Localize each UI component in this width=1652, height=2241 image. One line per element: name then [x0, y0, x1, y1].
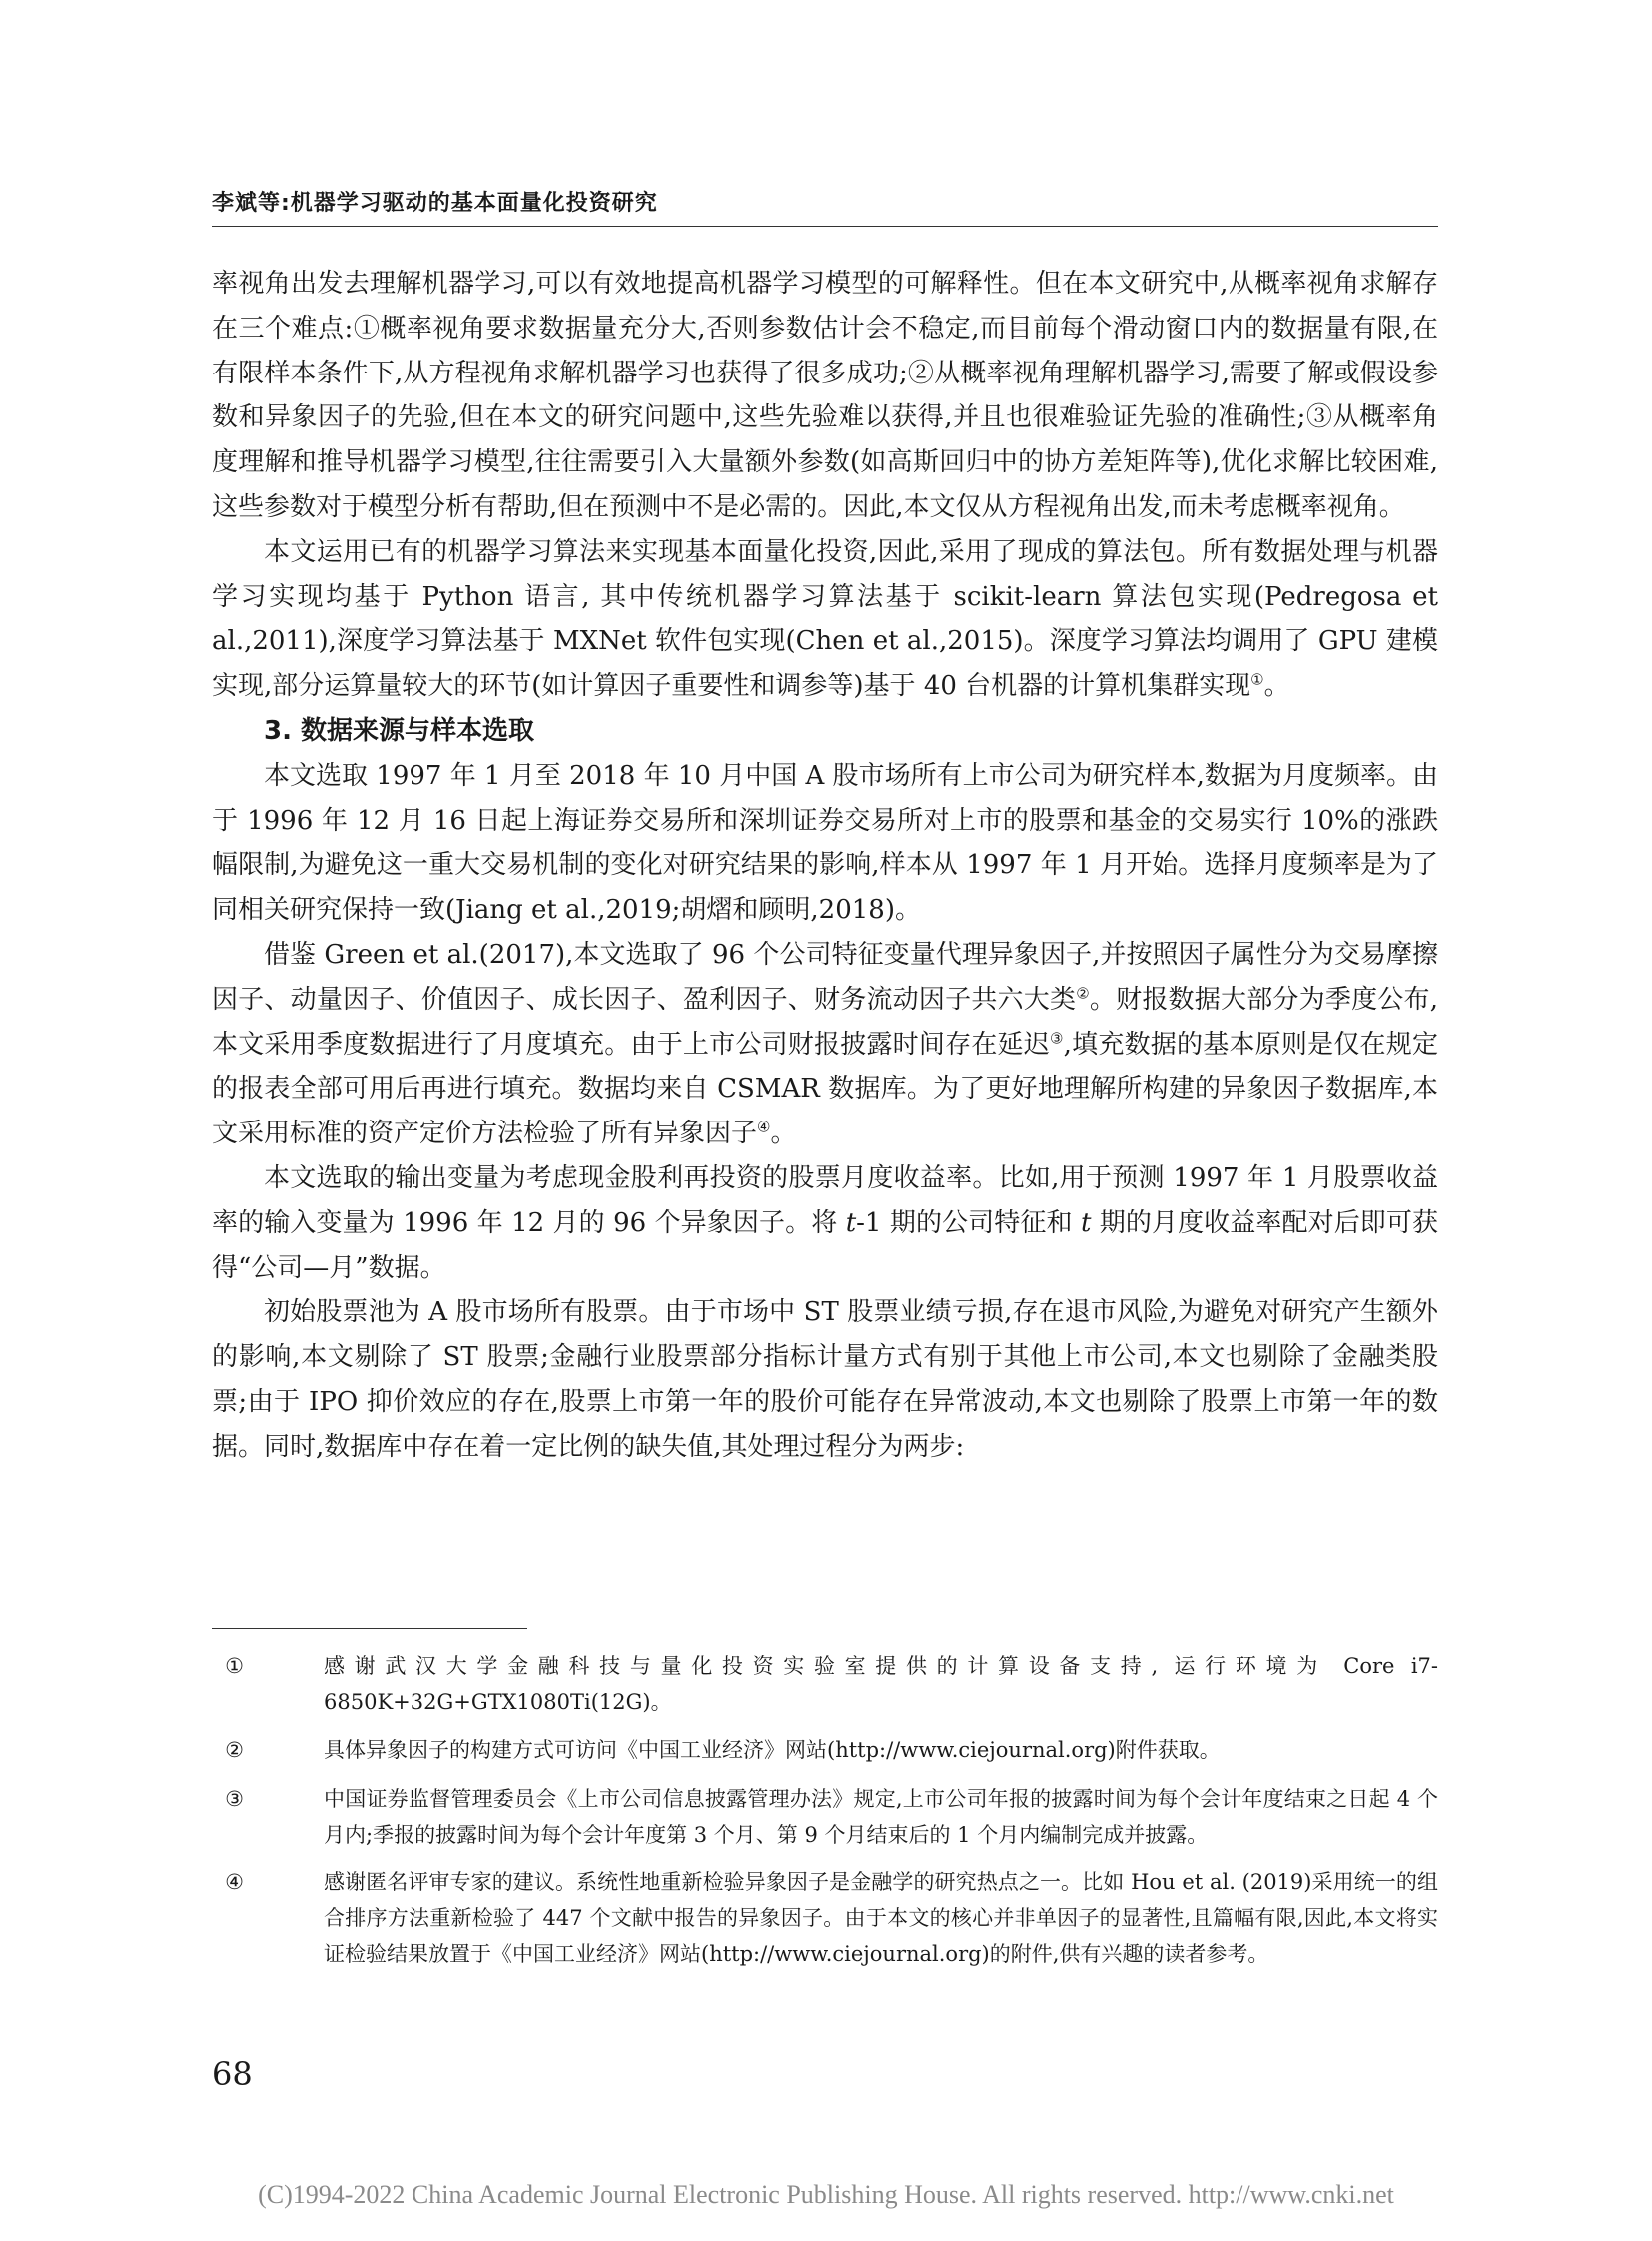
footnote-1 — [212, 1648, 1438, 1720]
paragraph-5 — [212, 1156, 1438, 1290]
paragraph-5-text-a: 本文选取的输出变量为考虑现金股利再投资的股票月度收益率。比如,用于预测 1997 年 1 月股票收益率的输入变量为 1996 年 12 月的 96 个异象因子。将 — [212, 1162, 1438, 1238]
running-header: 李斌等:机器学习驱动的基本面量化投资研究 — [212, 191, 658, 216]
paragraph-5-text-b: -1 期的公司特征和 — [856, 1207, 1081, 1238]
main-text — [212, 262, 1438, 1470]
paragraph-4-text-b: 。财报数据大部分为季度公布,本文采用季度数据进行了月度填充。由于上市公司财报披露时间存在延迟 — [212, 984, 1438, 1060]
footnote-1-text: 感谢武汉大学金融科技与量化投资实验室提供的计算设备支持, 运行环境为 Core i7-6850K+32G+GTX1080Ti(12G)。 — [324, 1654, 1438, 1715]
paragraph-4 — [212, 933, 1438, 1156]
paragraph-6 — [212, 1290, 1438, 1469]
footnote-ref-3[interactable]: ③ — [1050, 1028, 1064, 1047]
footnote-ref-1[interactable]: ① — [1250, 670, 1264, 689]
footnote-3-text: 中国证券监督管理委员会《上市公司信息披露管理办法》规定,上市公司年报的披露时间为每个会计年度结束之日起 4 个月内;季报的披露时间为每个会计年度第 3 个月、第 9 个月结束后的 1 个月内编制完成并披露。 — [324, 1786, 1438, 1847]
paragraph-1 — [212, 262, 1438, 530]
footnote-3 — [212, 1781, 1438, 1853]
footnote-2-number: ② — [225, 1738, 244, 1763]
paragraph-4-text-d: 。 — [770, 1119, 797, 1149]
paragraph-4-text-a: 借鉴 Green et al.(2017),本文选取了 96 个公司特征变量代理异象因子,并按照因子属性分为交易摩擦因子、动量因子、价值因子、成长因子、盈利因子、财务流动因子共六大类 — [212, 939, 1438, 1015]
copyright-notice: (C)1994-2022 China Academic Journal Electronic Publishing House. All rights reserved. http://www.cnki.net — [258, 2180, 1394, 2209]
footnote-4 — [212, 1865, 1438, 1973]
paragraph-3 — [212, 754, 1438, 933]
page-number: 68 — [212, 2055, 253, 2093]
section-title: 3. 数据来源与样本选取 — [264, 715, 535, 746]
footnote-4-number: ④ — [225, 1870, 244, 1895]
paragraph-2-text: 本文运用已有的机器学习算法来实现基本面量化投资,因此,采用了现成的算法包。所有数据处理与机器学习实现均基于 Python 语言, 其中传统机器学习算法基于 scikit-learn 算法包实现(Pedregosa et al.,2011),深度学习算法基于 MXNet 软件包实现(Chen et al.,2015)。深度学习算法均调用了 GPU 建模实现,部分运算量较大的环节(如计算因子重要性和调参等)基于 40 台机器的计算机集群实现 — [212, 536, 1438, 702]
paragraph-4-text-c: ,填充数据的基本原则是仅在规定的报表全部可用后再进行填充。数据均来自 CSMAR 数据库。为了更好地理解所构建的异象因子数据库,本文采用标准的资产定价方法检验了所有异象因子 — [212, 1029, 1438, 1149]
footnote-2 — [212, 1732, 1438, 1768]
header-rule — [212, 226, 1438, 227]
paragraph-3-text: 本文选取 1997 年 1 月至 2018 年 10 月中国 A 股市场所有上市公司为研究样本,数据为月度频率。由于 1996 年 12 月 16 日起上海证券交易所和深圳证券交易所对上市的股票和基金的交易实行 10%的涨跌幅限制,为避免这一重大交易机制的变化对研究结果的影响,样本从 1997 年 1 月开始。选择月度频率是为了同相关研究保持一致(Jiang et al.,2019;胡熠和顾明,2018)。 — [212, 760, 1438, 926]
footnote-ref-4[interactable]: ④ — [757, 1118, 771, 1136]
footnote-rule — [212, 1628, 527, 1629]
footnotes — [212, 1648, 1438, 1985]
variable-t-1: t — [845, 1207, 857, 1238]
paragraph-1-text: 率视角出发去理解机器学习,可以有效地提高机器学习模型的可解释性。但在本文研究中,从概率视角求解存在三个难点:①概率视角要求数据量充分大,否则参数估计会不稳定,而目前每个滑动窗口内的数据量有限,在有限样本条件下,从方程视角求解机器学习也获得了很多成功;②从概率视角理解机器学习,需要了解或假设参数和异象因子的先验,但在本文的研究问题中,这些先验难以获得,并且也很难验证先验的准确性;③从概率角度理解和推导机器学习模型,往往需要引入大量额外参数(如高斯回归中的协方差矩阵等),优化求解比较困难,这些参数对于模型分析有帮助,但在预测中不是必需的。因此,本文仅从方程视角出发,而未考虑概率视角。 — [212, 269, 1438, 522]
footnote-1-number: ① — [225, 1654, 244, 1678]
footnote-ref-2[interactable]: ② — [1076, 984, 1090, 1003]
footnote-3-number: ③ — [225, 1786, 244, 1811]
paragraph-2: 本文运用已有的机器学习算法来实现基本面量化投资,因此,采用了现成的算法包。所有数据处理与机器学习实现均基于 Python 语言, 其中传统机器学习算法基于 scikit-learn 算法包实现(Pedregosa et al.,2011),深度学习算法基于 MXNet 软件包实现(Chen et al.,2015)。深度学习算法均调用了 GPU 建模实现,部分运算量较大的环节(如计算因子重要性和调参等)基于 40 台机器的计算机集群实现①。 — [212, 536, 1438, 702]
footnote-2-text: 具体异象因子的构建方式可访问《中国工业经济》网站(http://www.ciejournal.org)附件获取。 — [324, 1738, 1221, 1763]
paragraph-6-text: 初始股票池为 A 股市场所有股票。由于市场中 ST 股票业绩亏损,存在退市风险,为避免对研究产生额外的影响,本文剔除了 ST 股票;金融行业股票部分指标计量方式有别于其他上市公司,本文也剔除了金融类股票;由于 IPO 抑价效应的存在,股票上市第一年的股价可能存在异常波动,本文也剔除了股票上市第一年的数据。同时,数据库中存在着一定比例的缺失值,其处理过程分为两步: — [212, 1297, 1438, 1462]
paragraph-5-text-c: 期的月度收益率配对后即可获得“公司—月”数据。 — [212, 1207, 1439, 1283]
footnote-4-text: 感谢匿名评审专家的建议。系统性地重新检验异象因子是金融学的研究热点之一。比如 Hou et al. (2019)采用统一的组合排序方法重新检验了 447 个文献中报告的异象因子。由于本文的核心并非单因子的显著性,且篇幅有限,因此,本文将实证检验结果放置于《中国工业经济》网站(http://www.ciejournal.org)的附件,供有兴趣的读者参考。 — [324, 1870, 1438, 1967]
variable-t-2: t — [1080, 1207, 1092, 1238]
